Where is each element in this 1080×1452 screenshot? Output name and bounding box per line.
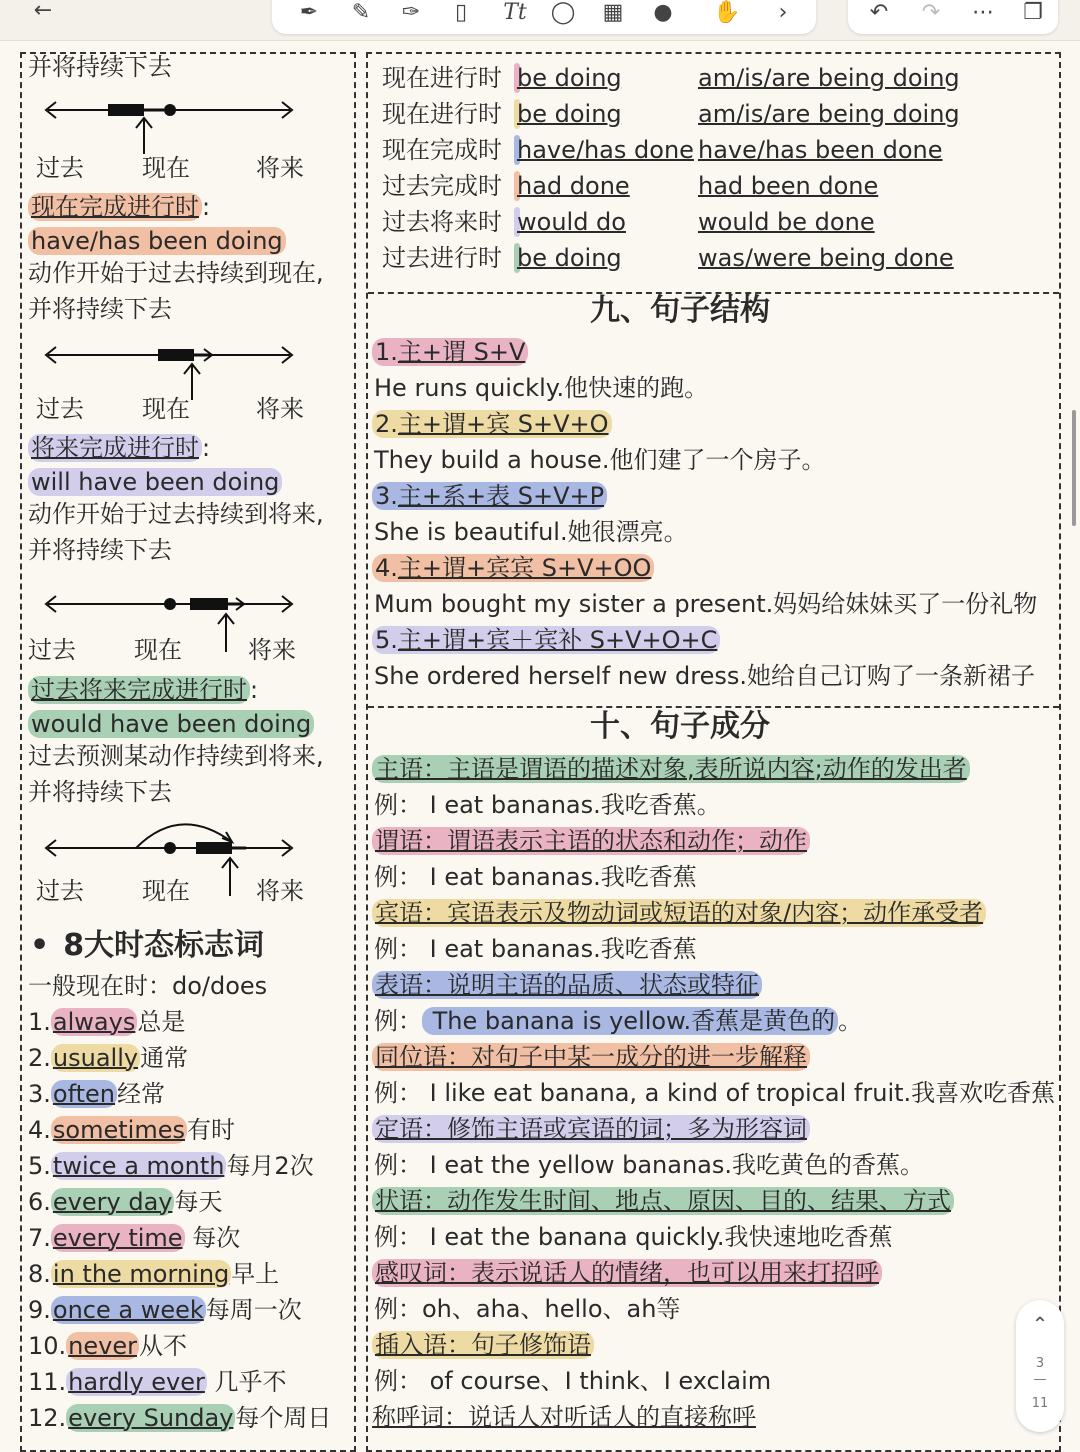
- tense-passive-row: [514, 63, 960, 93]
- page-separator: —: [1033, 1372, 1047, 1387]
- passive-form: am/is/are being doing: [698, 100, 960, 128]
- structure-pattern: [372, 482, 607, 510]
- tense-desc: 并将持续下去: [28, 536, 172, 564]
- passive-form: have/has been done: [698, 136, 943, 164]
- undo-icon[interactable]: ↶: [869, 0, 889, 25]
- scrollbar[interactable]: [1072, 410, 1076, 526]
- pen-icon[interactable]: ✒: [299, 0, 319, 25]
- redo-icon[interactable]: ↷: [921, 0, 941, 25]
- marker-item: [28, 1295, 302, 1325]
- timeline-past-label: 过去: [28, 636, 76, 664]
- tense-name: 过去将来时: [382, 208, 502, 236]
- tense-form: have/has been doing: [28, 226, 286, 256]
- example-suffix: 。: [838, 1007, 863, 1035]
- structure-example: Mum bought my sister a present.妈妈给妹妹买了一份礼物: [374, 590, 1038, 618]
- marker-number: 4.: [28, 1116, 51, 1144]
- tool-group: [272, 0, 816, 34]
- marker-english: twice a month: [52, 1152, 225, 1180]
- markers-intro: 一般现在时：do/does: [28, 972, 268, 1000]
- marker-chinese: 通常: [140, 1044, 189, 1072]
- active-form: had done: [517, 172, 630, 200]
- marker-chinese: 经常: [117, 1080, 166, 1108]
- marker-english: always: [52, 1008, 136, 1036]
- total-pages: 11: [1031, 1396, 1049, 1411]
- passive-form: was/were being done: [698, 244, 954, 272]
- marker-number: 2.: [28, 1044, 51, 1072]
- marker-chinese: 几乎不: [206, 1368, 287, 1396]
- back-arrow-icon[interactable]: ←: [33, 0, 53, 23]
- pages-icon[interactable]: ❐: [1023, 0, 1043, 25]
- tense-desc: 动作开始于过去持续到将来,: [28, 500, 324, 528]
- structure-text: 主+系+表 S+V+P: [397, 482, 605, 510]
- timeline-past-label: 过去: [36, 395, 84, 423]
- chevron-up-icon[interactable]: ⌃: [1031, 1312, 1049, 1336]
- pencil-icon[interactable]: ✎: [351, 0, 371, 25]
- active-form: be doing: [517, 64, 622, 92]
- marker-number: 11.: [28, 1368, 67, 1396]
- tense-passive-row: [514, 171, 879, 201]
- tense-name: 过去进行时: [382, 244, 502, 272]
- active-form: have/has done: [517, 136, 694, 164]
- structure-example: They build a house.他们建了一个房子。: [374, 446, 826, 474]
- structure-text: 主+谓+宾＋宾补 S+V+O+C: [397, 626, 718, 654]
- structure-number: 4.: [375, 554, 398, 582]
- timeline-present-label: 现在: [142, 395, 190, 423]
- chevron-right-icon[interactable]: ›: [778, 0, 788, 25]
- component-example: 例： I eat bananas.我吃香蕉。: [374, 791, 721, 819]
- component-example: [374, 1006, 862, 1036]
- marker-chinese: 每次: [184, 1224, 241, 1252]
- component-text: 称呼词：说话人对听话人的直接称呼: [372, 1403, 756, 1431]
- text-icon[interactable]: Tt: [503, 0, 527, 25]
- timeline-future-label: 将来: [256, 154, 304, 182]
- marker-item: [28, 1403, 331, 1433]
- structure-label: [372, 481, 607, 511]
- marker-item: [28, 1151, 314, 1181]
- structure-number: 1.: [375, 338, 398, 366]
- example-highlight: The banana is yellow.香蕉是黄色的: [422, 1007, 838, 1035]
- tense-passive-row: [514, 99, 960, 129]
- marker-item: [28, 1043, 188, 1073]
- active-form: be doing: [517, 100, 622, 128]
- marker-english: hardly ever: [68, 1368, 205, 1396]
- timeline-future-label: 将来: [256, 395, 304, 423]
- tense-name: 过去完成时: [382, 172, 502, 200]
- structure-label: [372, 337, 528, 367]
- component-example: 例： I eat the banana quickly.我快速地吃香蕉: [374, 1223, 893, 1251]
- component-label: [372, 826, 810, 856]
- current-page: 3: [1035, 1356, 1045, 1371]
- highlighter-icon[interactable]: ✑: [401, 0, 421, 25]
- component-label: [372, 1258, 882, 1288]
- marker-number: 6.: [28, 1188, 51, 1216]
- marker-item: [28, 1331, 187, 1361]
- action-group: [848, 0, 1058, 34]
- marker-item: [28, 1079, 165, 1109]
- tense-form: will have been doing: [28, 467, 282, 497]
- more-icon[interactable]: ⋯: [972, 0, 994, 25]
- component-example: 例： I like eat banana, a kind of tropical fruit.我喜欢吃香蕉: [374, 1079, 1056, 1107]
- marker-chinese: 从不: [138, 1332, 187, 1360]
- structure-label: [372, 553, 654, 583]
- component-example: 例：oh、aha、hello、ah等: [374, 1295, 681, 1323]
- component-example: 例： I eat bananas.我吃香蕉: [374, 935, 697, 963]
- component-text: 定语：修饰主语或宾语的词；多为形容词: [372, 1115, 810, 1143]
- tense-passive-row: [514, 243, 954, 273]
- timeline-present-label: 现在: [134, 636, 182, 664]
- marker-item: [28, 1187, 222, 1217]
- marker-english: once a week: [52, 1296, 204, 1324]
- passive-form: would be done: [698, 208, 875, 236]
- tense-title: 将来完成进行时 :: [28, 433, 210, 463]
- structure-number: 3.: [375, 482, 398, 510]
- marker-number: 10.: [28, 1332, 67, 1360]
- structure-example: She ordered herself new dress.她给自己订购了一条新裙子: [374, 662, 1036, 690]
- timeline-future-label: 将来: [256, 877, 304, 905]
- marker-chinese: 每天: [174, 1188, 223, 1216]
- marker-english: never: [68, 1332, 137, 1360]
- component-example: 例： I eat bananas.我吃香蕉: [374, 863, 697, 891]
- marker-number: 1.: [28, 1008, 51, 1036]
- component-text: 感叹词：表示说话人的情绪，也可以用来打招呼: [372, 1259, 882, 1287]
- component-text: 同位语：对句子中某一成分的进一步解释: [372, 1043, 810, 1071]
- marker-chinese: 总是: [137, 1008, 186, 1036]
- tense-passive-row: [514, 135, 943, 165]
- active-form: be doing: [517, 244, 622, 272]
- page-navigator: [1016, 1300, 1064, 1432]
- marker-number: 3.: [28, 1080, 51, 1108]
- marker-english: often: [52, 1080, 116, 1108]
- structure-label: [372, 625, 720, 655]
- structure-text: 主+谓 S+V: [397, 338, 526, 366]
- tense-desc: 动作开始于过去持续到现在,: [28, 259, 324, 287]
- component-label: [372, 1186, 954, 1216]
- timeline-future-label: 将来: [248, 636, 296, 664]
- component-example: 例： of course、I think、I exclaim: [374, 1367, 772, 1395]
- marker-english: every Sunday: [68, 1404, 234, 1432]
- marker-number: 9.: [28, 1296, 51, 1324]
- tense-name: 现在进行时: [382, 100, 502, 128]
- structure-pattern: [372, 410, 612, 438]
- marker-item: [28, 1115, 235, 1145]
- bullet-icon: •: [30, 928, 50, 963]
- passive-form: had been done: [698, 172, 879, 200]
- timeline-past-label: 过去: [36, 154, 84, 182]
- eraser-icon[interactable]: ▯: [454, 0, 468, 25]
- tense-desc: 并将持续下去: [28, 778, 172, 806]
- continue-text: 并将持续下去: [28, 53, 172, 81]
- markers-heading: • 8大时态标志词: [30, 928, 265, 963]
- timeline-past-label: 过去: [36, 877, 84, 905]
- marker-item: [28, 1259, 279, 1289]
- structure-text: 主+谓+宾宾 S+V+OO: [397, 554, 652, 582]
- section-title: 十、句子成分: [590, 709, 770, 744]
- tense-desc: 并将持续下去: [28, 295, 172, 323]
- timeline-present-label: 现在: [142, 154, 190, 182]
- component-label: [372, 1114, 810, 1144]
- structure-example: He runs quickly.他快速的跑。: [374, 374, 709, 402]
- structure-example: She is beautiful.她很漂亮。: [374, 518, 688, 546]
- marker-english: usually: [52, 1044, 139, 1072]
- component-text: 主语：主语是谓语的描述对象,表所说内容;动作的发出者: [372, 755, 970, 783]
- timeline-present-label: 现在: [142, 877, 190, 905]
- structure-pattern: [372, 626, 720, 654]
- tense-form: would have been doing: [28, 709, 314, 739]
- section-title: 九、句子结构: [590, 293, 770, 328]
- marker-number: 8.: [28, 1260, 51, 1288]
- tense-desc: 过去预测某动作持续到将来,: [28, 742, 324, 770]
- component-text: 宾语：宾语表示及物动词或短语的对象/内容；动作承受者: [372, 899, 986, 927]
- toolbar: [0, 0, 1080, 41]
- image-icon[interactable]: ▦: [602, 0, 624, 25]
- tense-name: 现在完成时: [382, 136, 502, 164]
- marker-item: [28, 1223, 240, 1253]
- component-text: 谓语：谓语表示主语的状态和动作；动作: [372, 827, 810, 855]
- example-prefix: 例：: [374, 1007, 422, 1035]
- marker-english: every day: [52, 1188, 173, 1216]
- marker-chinese: 每个周日: [235, 1404, 332, 1432]
- component-text: 状语：动作发生时间、地点、原因、目的、结果、方式: [372, 1187, 954, 1215]
- structure-text: 主+谓+宾 S+V+O: [397, 410, 609, 438]
- passive-form: am/is/are being doing: [698, 64, 960, 92]
- component-label: [372, 898, 986, 928]
- tense-title: 现在完成进行时 :: [28, 192, 210, 222]
- structure-number: 5.: [375, 626, 398, 654]
- tense-passive-row: [514, 207, 875, 237]
- structure-number: 2.: [375, 410, 398, 438]
- component-label: [372, 970, 762, 1000]
- marker-chinese: 早上: [231, 1260, 280, 1288]
- tense-title: 过去将来完成进行时 :: [28, 675, 258, 705]
- marker-number: 7.: [28, 1224, 51, 1252]
- component-label: [372, 754, 970, 784]
- structure-label: [372, 409, 612, 439]
- component-label: [372, 1402, 756, 1432]
- mic-icon[interactable]: ●: [653, 0, 673, 25]
- component-label: [372, 1042, 810, 1072]
- component-example: 例： I eat the yellow bananas.我吃黄色的香蕉。: [374, 1151, 925, 1179]
- structure-pattern: [372, 554, 654, 582]
- marker-item: [28, 1367, 287, 1397]
- active-form: would do: [517, 208, 626, 236]
- marker-english: in the morning: [52, 1260, 230, 1288]
- marker-number: 12.: [28, 1404, 67, 1432]
- marker-english: sometimes: [52, 1116, 185, 1144]
- component-label: [372, 1330, 594, 1360]
- marker-chinese: 每月2次: [226, 1152, 314, 1180]
- marker-english: every time: [52, 1224, 183, 1252]
- lasso-icon[interactable]: ◯: [550, 0, 576, 25]
- marker-number: 5.: [28, 1152, 51, 1180]
- component-text: 表语：说明主语的品质、状态或特征: [372, 971, 762, 999]
- hand-icon[interactable]: ✋: [713, 0, 741, 25]
- marker-chinese: 每周一次: [205, 1296, 302, 1324]
- structure-pattern: [372, 338, 528, 366]
- tense-name: 现在进行时: [382, 64, 502, 92]
- component-text: 插入语：句子修饰语: [372, 1331, 594, 1359]
- marker-item: [28, 1007, 185, 1037]
- marker-chinese: 有时: [186, 1116, 235, 1144]
